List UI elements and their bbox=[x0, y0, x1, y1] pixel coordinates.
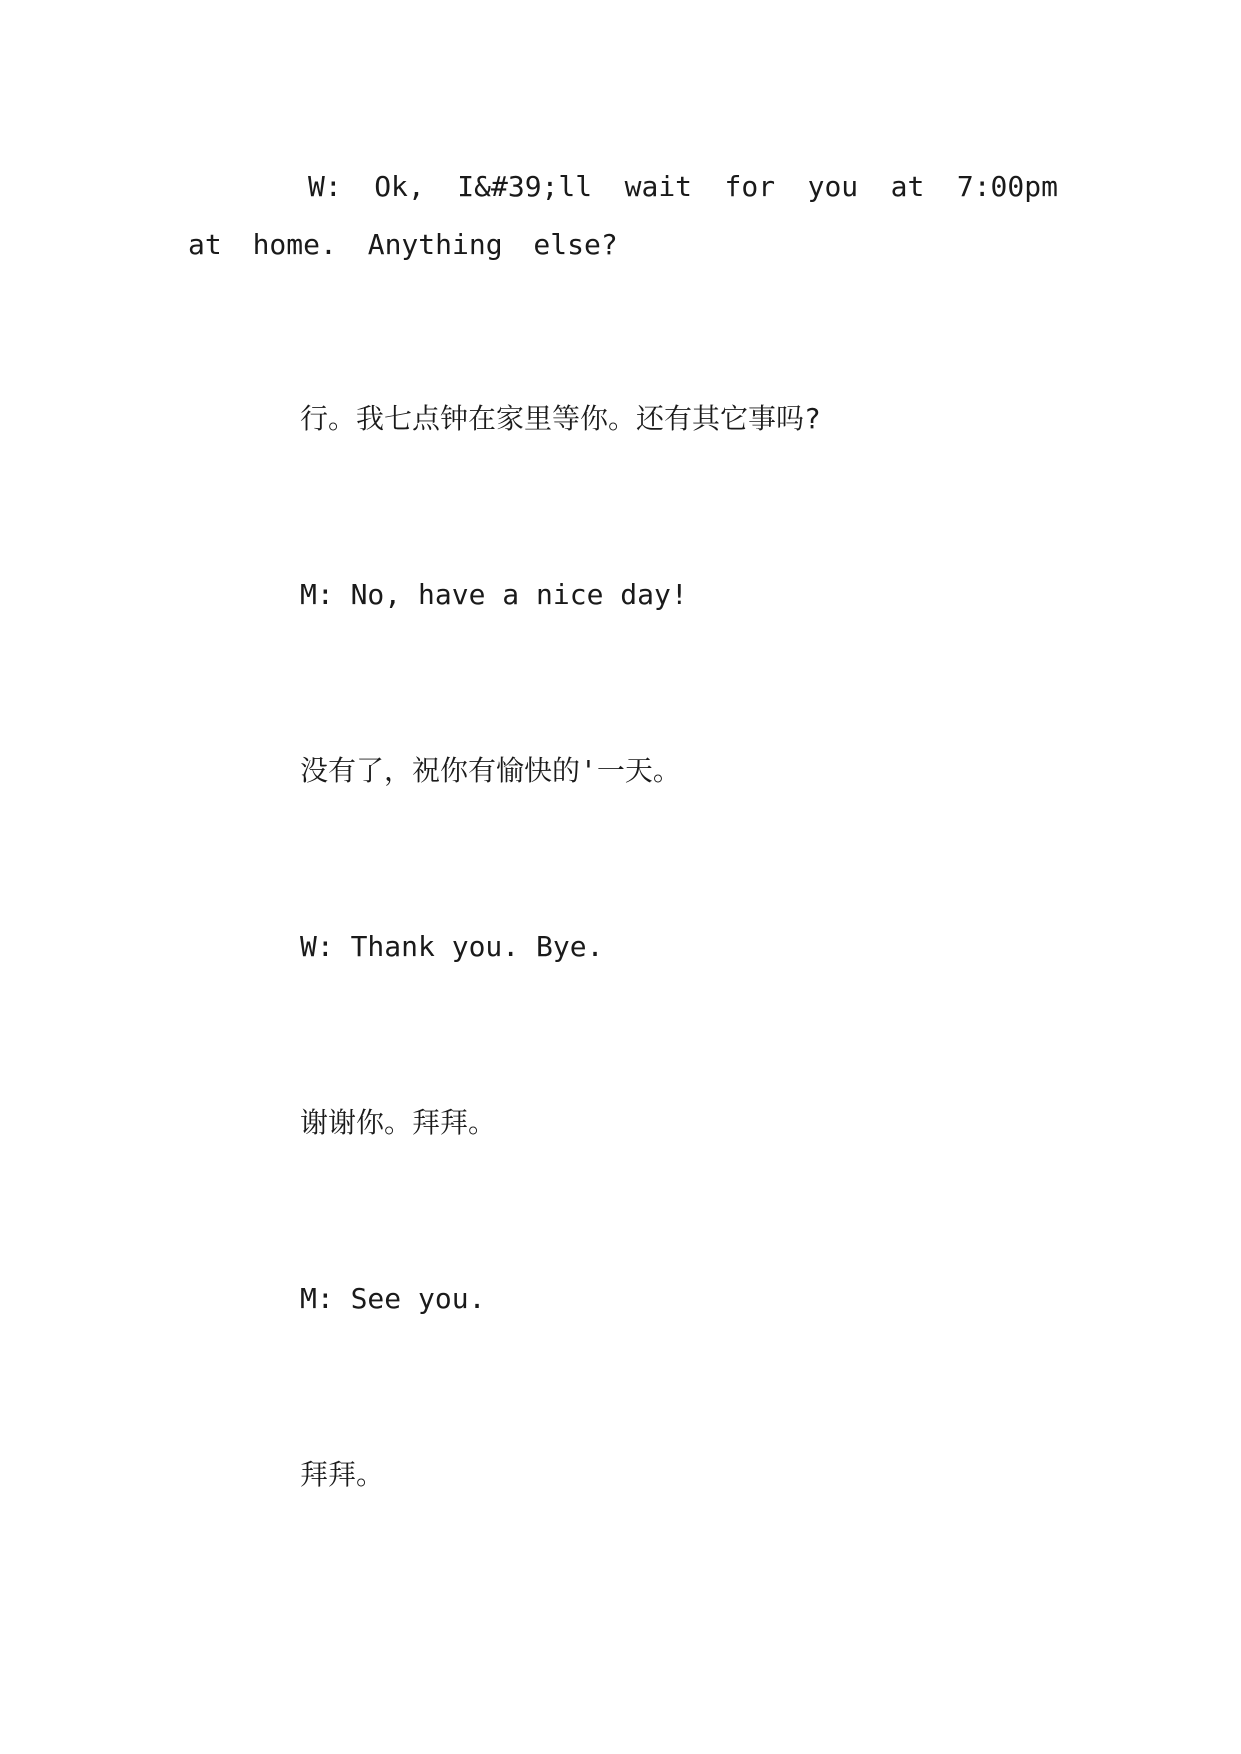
dialogue-line-w-thank-you: W: Thank you. Bye. bbox=[300, 930, 604, 963]
translation-line-nice-day: 没有了，祝你有愉快的'一天。 bbox=[300, 754, 681, 787]
dialogue-line-w-wait: W: Ok, I&#39;ll wait for you at 7:00pm at home. Anything else? bbox=[188, 170, 1058, 261]
dialogue-line-m-nice-day: M: No, have a nice day! bbox=[300, 578, 688, 611]
translation-line-thank-you: 谢谢你。拜拜。 bbox=[300, 1106, 497, 1139]
translation-line-see-you: 拜拜。 bbox=[300, 1458, 385, 1491]
dialogue-line-m-see-you: M: See you. bbox=[300, 1282, 486, 1315]
translation-line-wait: 行。我七点钟在家里等你。还有其它事吗? bbox=[300, 402, 821, 435]
